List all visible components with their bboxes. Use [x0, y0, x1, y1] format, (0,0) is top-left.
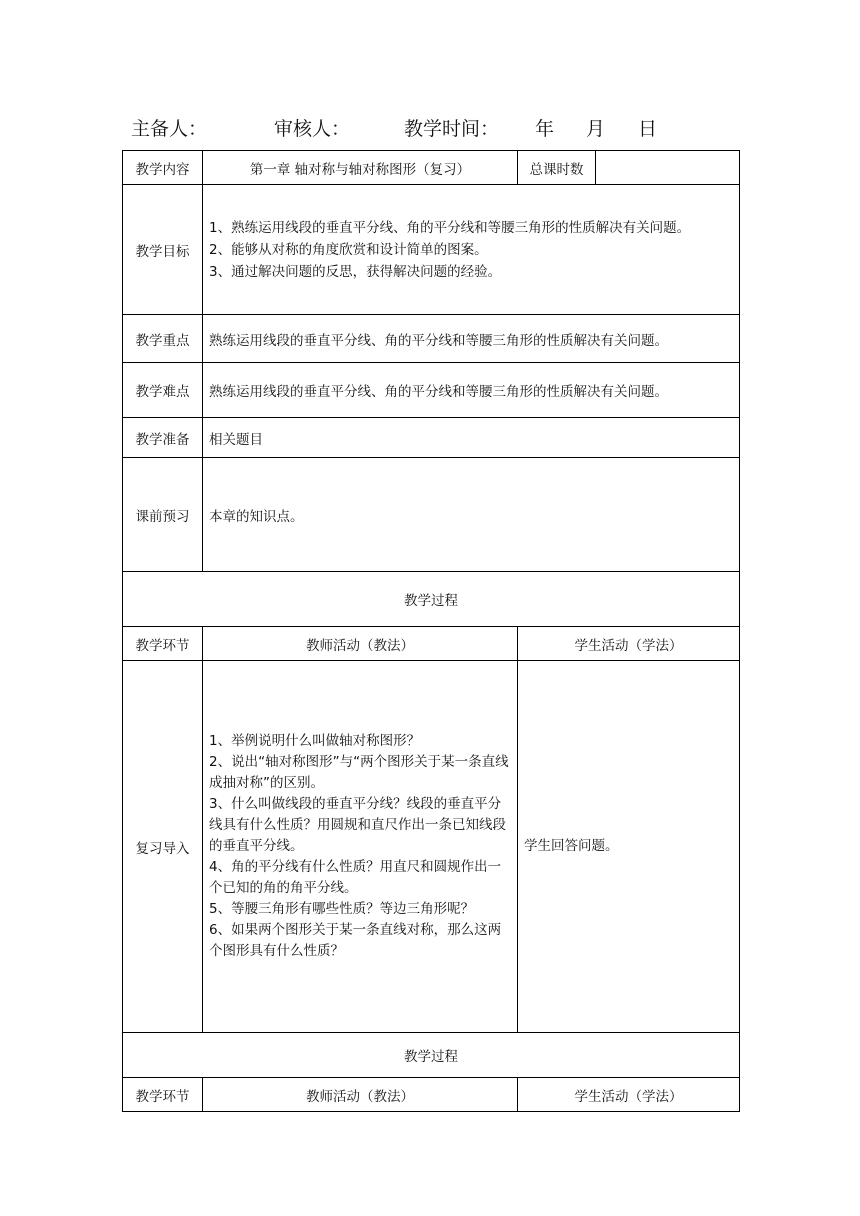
preparation-label: 教学准备	[123, 418, 203, 458]
teacher-activity-item: 6、如果两个图形关于某一条直线对称，那么这两个图形具有什么性质？	[209, 922, 502, 959]
student-column-header-2: 学生活动（学法）	[518, 1078, 740, 1112]
process-title: 教学过程	[123, 572, 740, 627]
total-hours-label: 总课时数	[518, 151, 596, 185]
document-header	[131, 114, 751, 142]
goals-label: 教学目标	[123, 185, 203, 315]
review-student-activity: 学生回答问题。	[518, 661, 740, 1033]
preview-value: 本章的知识点。	[203, 458, 740, 572]
student-column-header: 学生活动（学法）	[518, 627, 740, 661]
goals-row	[123, 185, 740, 315]
key-points-row	[123, 315, 740, 363]
month-label: 月	[586, 118, 606, 140]
year-label: 年	[535, 118, 555, 140]
teacher-activity-item: 2、说出“轴对称图形”与“两个图形关于某一条直线成抽对称”的区别。	[209, 754, 509, 791]
review-stage-label: 复习导入	[123, 661, 203, 1033]
reviewer-label: 审核人：	[274, 118, 351, 140]
process-title-row-2	[123, 1033, 740, 1078]
teacher-activity-item: 5、等腰三角形有哪些性质？等边三角形呢？	[209, 901, 475, 917]
review-teacher-activities	[203, 661, 518, 1033]
teacher-activity-item: 1、举例说明什么叫做轴对称图形？	[209, 733, 421, 749]
content-label: 教学内容	[123, 151, 203, 185]
process-header-row-2	[123, 1078, 740, 1112]
preparer-label: 主备人：	[131, 118, 208, 140]
stage-column-header-2: 教学环节	[123, 1078, 203, 1112]
preview-label: 课前预习	[123, 458, 203, 572]
review-row	[123, 661, 740, 1033]
teacher-column-header: 教师活动（教法）	[203, 627, 518, 661]
total-hours-value	[596, 151, 740, 185]
process-header-row	[123, 627, 740, 661]
goals-list	[203, 185, 740, 315]
key-points-label: 教学重点	[123, 315, 203, 363]
content-value: 第一章 轴对称与轴对称图形（复习）	[203, 151, 518, 185]
difficulties-row	[123, 363, 740, 418]
teacher-activity-item: 4、角的平分线有什么性质？用直尺和圆规作出一个已知的角的角平分线。	[209, 859, 502, 896]
key-points-value: 熟练运用线段的垂直平分线、角的平分线和等腰三角形的性质解决有关问题。	[203, 315, 740, 363]
teacher-column-header-2: 教师活动（教法）	[203, 1078, 518, 1112]
goal-item: 3、通过解决问题的反思，获得解决问题的经验。	[209, 263, 502, 280]
content-row	[123, 151, 740, 185]
teaching-time-label: 教学时间：	[404, 118, 500, 140]
preparation-value: 相关题目	[203, 418, 740, 458]
goal-item: 2、能够从对称的角度欣赏和设计简单的图案。	[209, 241, 488, 258]
day-label: 日	[638, 118, 658, 140]
difficulties-label: 教学难点	[123, 363, 203, 418]
preparation-row	[123, 418, 740, 458]
difficulties-value: 熟练运用线段的垂直平分线、角的平分线和等腰三角形的性质解决有关问题。	[203, 363, 740, 418]
lesson-plan-table	[122, 150, 740, 1112]
process-title-row	[123, 572, 740, 627]
process-title-2: 教学过程	[123, 1033, 740, 1078]
goal-item: 1、熟练运用线段的垂直平分线、角的平分线和等腰三角形的性质解决有关问题。	[209, 219, 691, 236]
preview-row	[123, 458, 740, 572]
teacher-activity-item: 3、什么叫做线段的垂直平分线？线段的垂直平分线具有什么性质？用圆规和直尺作出一条已知线段的垂直平分线。	[209, 796, 506, 854]
stage-column-header: 教学环节	[123, 627, 203, 661]
